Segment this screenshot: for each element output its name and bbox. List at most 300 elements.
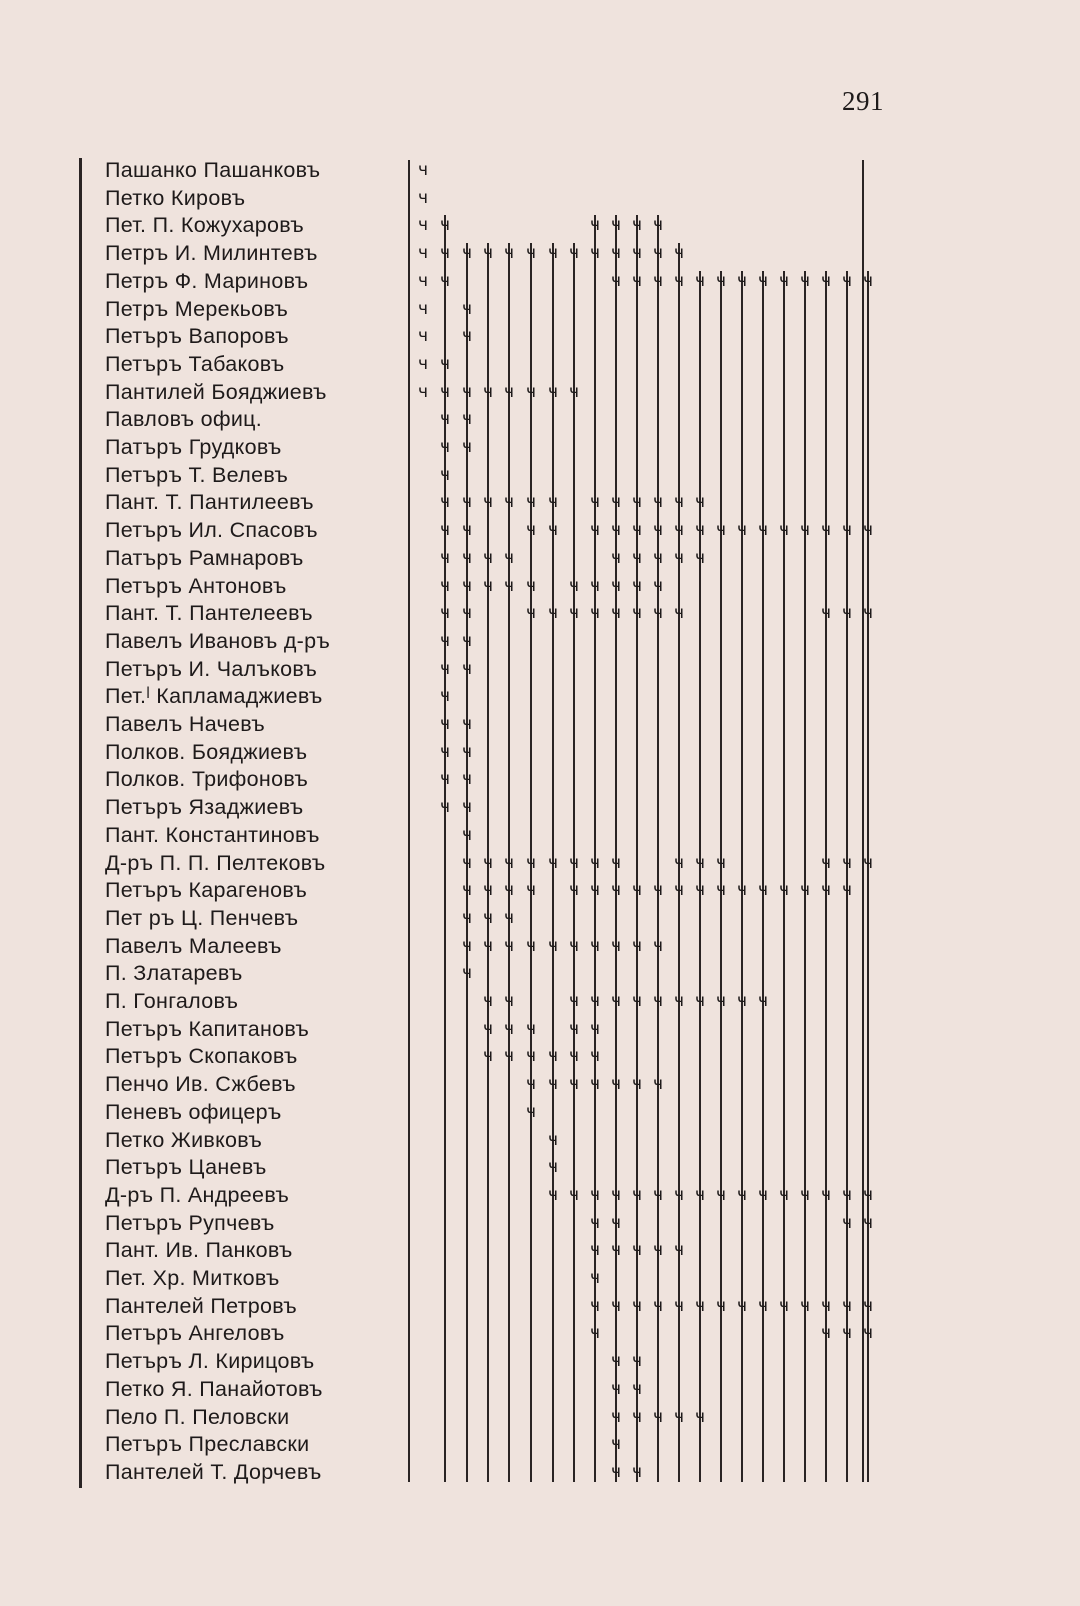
attendance-mark: ч [568,603,580,624]
attendance-mark: ч [757,1295,769,1316]
attendance-mark: ч [715,270,727,291]
attendance-mark: ч [799,1184,811,1205]
attendance-mark: ч [461,852,473,873]
attendance-mark: ч [841,603,853,624]
attendance-mark: ч [589,492,601,513]
attendance-mark: ч [417,160,429,180]
grid-right-rule [862,160,864,1482]
attendance-mark: ч [631,492,643,513]
attendance-mark: ч [589,1240,601,1261]
attendance-mark: ч [652,603,664,624]
attendance-mark: ч [610,852,622,873]
name-row: Петъръ Преславски [105,1432,310,1457]
attendance-mark: ч [820,1323,832,1344]
attendance-mark: ч [631,1184,643,1205]
attendance-mark: ч [862,852,874,873]
name-row: Полков. Трифоновъ [105,767,309,792]
attendance-mark: ч [439,547,451,568]
attendance-mark: ч [778,880,790,901]
attendance-mark: ч [589,215,601,236]
attendance-mark: ч [589,575,601,596]
attendance-mark: ч [778,1295,790,1316]
attendance-mark: ч [417,381,429,402]
attendance-mark: ч [525,1018,537,1039]
name-row: Петръ И. Милинтевъ [105,241,318,266]
attendance-mark: ч [482,935,494,956]
attendance-mark: ч [568,575,580,596]
attendance-mark: ч [652,575,664,596]
attendance-mark: ч [652,1295,664,1316]
attendance-mark: ч [461,243,473,264]
attendance-mark: ч [673,603,685,624]
attendance-mark: ч [610,547,622,568]
attendance-mark: ч [610,991,622,1011]
attendance-mark: ч [589,852,601,873]
attendance-mark: ч [525,520,537,541]
attendance-mark: ч [694,1295,706,1316]
grid-column-line [657,215,659,1481]
attendance-mark: ч [525,243,537,264]
attendance-mark: ч [525,1101,537,1122]
attendance-mark: ч [715,852,727,873]
attendance-mark: ч [547,1046,559,1067]
name-row: Пант. Константиновъ [105,822,320,847]
name-row: Пант. Т. Пантилеевъ [105,490,314,515]
attendance-mark: ч [547,1157,559,1178]
attendance-mark: ч [439,603,451,624]
attendance-mark: ч [631,243,643,264]
attendance-mark: ч [568,1184,580,1205]
attendance-mark: ч [652,492,664,513]
attendance-mark: ч [862,270,874,291]
attendance-mark: ч [652,243,664,264]
attendance-mark: ч [461,658,473,679]
attendance-mark: ч [589,243,601,264]
attendance-mark: ч [461,907,473,928]
attendance-mark: ч [631,547,643,568]
attendance-mark: ч [631,1351,643,1372]
attendance-mark: ч [652,1406,664,1427]
attendance-mark: ч [589,1018,601,1039]
attendance-mark: ч [503,907,515,928]
attendance-mark: ч [652,215,664,236]
attendance-mark: ч [482,1046,494,1067]
attendance-mark: ч [589,603,601,624]
attendance-mark: ч [503,243,515,264]
attendance-mark: ч [503,935,515,956]
name-row: Петъръ Вапоровъ [105,324,289,349]
name-row: Полков. Бояджиевъ [105,739,308,764]
attendance-mark: ч [439,686,451,707]
attendance-mark: ч [652,1240,664,1261]
attendance-mark: ч [799,520,811,541]
attendance-mark: ч [503,575,515,596]
attendance-mark: ч [841,880,853,901]
grid-column-line [408,160,410,1482]
attendance-mark: ч [862,520,874,541]
attendance-mark: ч [589,1212,601,1233]
attendance-mark: ч [461,935,473,956]
attendance-mark: ч [631,1295,643,1316]
attendance-mark: ч [757,880,769,901]
attendance-mark: ч [461,603,473,624]
attendance-mark: ч [862,1184,874,1205]
attendance-mark: ч [631,1240,643,1261]
name-row: Петъръ Табаковъ [105,351,285,376]
attendance-mark: ч [568,1074,580,1095]
name-row: Пет. Хр. Митковъ [105,1266,280,1290]
attendance-mark: ч [631,215,643,236]
name-row: Д-ръ П. П. Пелтековъ [105,850,326,875]
name-row: Пантелей Т. Дорчевъ [105,1459,322,1484]
name-row: Петъръ И. Чалъковъ [105,656,318,681]
attendance-mark: ч [503,547,515,568]
attendance-mark: ч [610,1378,622,1399]
name-row: Петъръ Скопаковъ [105,1044,298,1069]
attendance-mark: ч [461,575,473,596]
attendance-mark: ч [439,464,451,485]
attendance-mark: ч [525,935,537,956]
name-row: Петъръ Цаневъ [105,1155,267,1180]
attendance-mark: ч [694,1406,706,1427]
attendance-mark: ч [862,1323,874,1344]
attendance-mark: ч [482,575,494,596]
attendance-mark: ч [631,575,643,596]
attendance-mark: ч [841,1323,853,1344]
name-row: Патъръ Грудковъ [105,435,282,459]
attendance-mark: ч [778,270,790,291]
attendance-mark: ч [736,270,748,291]
name-row: Петъръ Капитановъ [105,1016,310,1041]
attendance-mark: ч [503,991,515,1011]
attendance-mark: ч [547,520,559,541]
attendance-mark: ч [610,1351,622,1372]
attendance-mark: ч [503,492,515,513]
attendance-mark: ч [841,1212,853,1233]
attendance-mark: ч [439,492,451,513]
name-row: Петъръ Ил. Спасовъ [105,518,318,543]
attendance-mark: ч [820,852,832,873]
attendance-mark: ч [820,1184,832,1205]
attendance-mark: ч [589,520,601,541]
attendance-mark: ч [715,1184,727,1205]
attendance-mark: ч [589,1074,601,1095]
attendance-mark: ч [631,1378,643,1399]
attendance-mark: ч [736,1184,748,1205]
attendance-mark: ч [673,880,685,901]
attendance-mark: ч [631,1406,643,1427]
attendance-mark: ч [694,270,706,291]
attendance-mark: ч [439,741,451,762]
name-row: Пет. П. Кожухаровъ [105,213,305,238]
attendance-mark: ч [694,520,706,541]
attendance-mark: ч [461,381,473,402]
name-row: Павелъ Малеевъ [105,933,282,958]
attendance-mark: ч [820,880,832,901]
attendance-mark: ч [525,880,537,901]
attendance-mark: ч [547,1129,559,1150]
name-row: Пенчо Ив. Сжбевъ [105,1072,296,1097]
name-row: Пант. Ив. Панковъ [105,1238,293,1263]
grid-column-line [636,215,638,1481]
name-row: П. Гонгаловъ [105,989,239,1013]
attendance-mark: ч [589,880,601,901]
attendance-mark: ч [568,243,580,264]
attendance-mark: ч [631,270,643,291]
name-row: Пет ръ Ц. Пенчевъ [105,905,299,930]
attendance-mark: ч [461,492,473,513]
attendance-mark: ч [589,935,601,956]
attendance-mark: ч [568,1018,580,1039]
attendance-mark: ч [610,880,622,901]
attendance-mark: ч [673,852,685,873]
attendance-mark: ч [547,381,559,402]
grid-column-line [615,215,617,1481]
name-row: Патъръ Рамнаровъ [105,545,304,570]
attendance-mark: ч [461,963,473,984]
attendance-mark: ч [482,381,494,402]
attendance-mark: ч [461,880,473,901]
attendance-mark: ч [461,520,473,541]
attendance-mark: ч [503,1046,515,1067]
attendance-mark: ч [631,1461,643,1482]
attendance-mark: ч [589,1184,601,1205]
name-row: Павелъ Начевъ [105,712,266,736]
name-row: Пеневъ офицеръ [105,1099,282,1124]
attendance-mark: ч [610,1461,622,1482]
attendance-mark: ч [525,603,537,624]
attendance-mark: ч [820,520,832,541]
grid-column-line [444,215,446,1481]
attendance-mark: ч [820,1295,832,1316]
attendance-mark: ч [736,880,748,901]
attendance-mark: ч [525,492,537,513]
attendance-mark: ч [841,1295,853,1316]
name-row: Павловъ офиц. [105,407,263,432]
attendance-mark: ч [610,1434,622,1455]
attendance-mark: ч [547,935,559,956]
attendance-mark: ч [736,520,748,541]
attendance-mark: ч [525,1074,537,1095]
name-row: П. Златаревъ [105,961,243,986]
attendance-mark: ч [862,603,874,624]
attendance-mark: ч [673,547,685,568]
attendance-mark: ч [461,298,473,319]
attendance-mark: ч [589,991,601,1011]
name-row: Петко Живковъ [105,1127,263,1152]
attendance-mark: ч [568,880,580,901]
attendance-mark: ч [461,326,473,347]
attendance-mark: ч [482,907,494,928]
name-row: Пантилей Бояджиевъ [105,379,327,404]
attendance-mark: ч [631,520,643,541]
attendance-mark: ч [652,270,664,291]
attendance-mark: ч [417,243,429,264]
name-row: Петъръ Карагеновъ [105,878,308,903]
attendance-mark: ч [439,437,451,457]
name-row: Петъръ Рупчевъ [105,1210,275,1235]
attendance-mark: ч [461,824,473,845]
attendance-mark: ч [736,991,748,1011]
attendance-mark: ч [547,1184,559,1205]
attendance-mark: ч [673,1406,685,1427]
attendance-mark: ч [439,575,451,596]
attendance-mark: ч [589,1295,601,1316]
attendance-mark: ч [439,270,451,291]
attendance-mark: ч [610,215,622,236]
attendance-mark: ч [439,353,451,374]
attendance-mark: ч [673,520,685,541]
attendance-mark: ч [417,187,429,208]
attendance-mark: ч [439,409,451,430]
attendance-mark: ч [482,547,494,568]
attendance-mark: ч [799,880,811,901]
name-row: Пело П. Пеловски [105,1404,290,1429]
attendance-mark: ч [482,243,494,264]
left-margin-rule [79,158,82,1488]
attendance-mark: ч [610,1212,622,1233]
attendance-mark: ч [461,630,473,651]
attendance-mark: ч [694,991,706,1011]
name-row: Петко Я. Панайотовъ [105,1376,323,1401]
attendance-mark: ч [652,880,664,901]
attendance-mark: ч [482,880,494,901]
attendance-mark: ч [525,1046,537,1067]
attendance-mark: ч [589,1323,601,1344]
attendance-mark: ч [610,1295,622,1316]
attendance-mark: ч [547,852,559,873]
attendance-mark: ч [417,270,429,291]
attendance-mark: ч [673,1240,685,1261]
attendance-mark: ч [757,270,769,291]
attendance-mark: ч [778,520,790,541]
attendance-mark: ч [715,520,727,541]
attendance-mark: ч [652,935,664,956]
name-row: Д-ръ П. Андреевъ [105,1182,290,1207]
attendance-mark: ч [862,1212,874,1233]
attendance-mark: ч [503,880,515,901]
attendance-mark: ч [568,381,580,402]
attendance-mark: ч [610,603,622,624]
attendance-mark: ч [715,991,727,1011]
attendance-mark: ч [417,353,429,374]
attendance-mark: ч [610,1184,622,1205]
attendance-mark: ч [610,520,622,541]
attendance-mark: ч [589,1046,601,1067]
attendance-mark: ч [757,520,769,541]
attendance-mark: ч [547,1074,559,1095]
name-row: Петъръ Т. Велевъ [105,462,289,487]
attendance-mark: ч [547,603,559,624]
attendance-mark: ч [778,1184,790,1205]
name-row: Пет.ˡ Капламаджиевъ [105,684,323,709]
name-row: Павелъ Ивановъ д-ръ [105,628,331,653]
attendance-mark: ч [439,797,451,818]
attendance-mark: ч [799,270,811,291]
attendance-mark: ч [568,935,580,956]
attendance-mark: ч [715,880,727,901]
attendance-mark: ч [525,575,537,596]
attendance-mark: ч [482,991,494,1011]
attendance-mark: ч [482,852,494,873]
attendance-mark: ч [631,1074,643,1095]
attendance-mark: ч [503,381,515,402]
attendance-mark: ч [461,797,473,818]
name-row: Пантелей Петровъ [105,1293,298,1318]
attendance-mark: ч [862,1295,874,1316]
attendance-mark: ч [610,1074,622,1095]
attendance-mark: ч [652,547,664,568]
attendance-mark: ч [417,215,429,236]
attendance-mark: ч [799,1295,811,1316]
attendance-mark: ч [439,769,451,790]
name-row: Петъръ Л. Кирицовъ [105,1349,315,1374]
attendance-mark: ч [461,547,473,568]
attendance-mark: ч [610,1240,622,1261]
attendance-mark: ч [610,492,622,513]
attendance-mark: ч [503,852,515,873]
attendance-mark: ч [736,1295,748,1316]
attendance-mark: ч [547,492,559,513]
attendance-mark: ч [631,880,643,901]
attendance-mark: ч [757,1184,769,1205]
name-row: Петръ Ф. Мариновъ [105,268,309,293]
attendance-mark: ч [439,658,451,679]
attendance-mark: ч [525,852,537,873]
name-row: Петръ Мерекьовъ [105,296,289,321]
attendance-mark: ч [439,714,451,734]
attendance-mark: ч [652,1184,664,1205]
attendance-mark: ч [461,409,473,430]
attendance-mark: ч [589,1268,601,1288]
attendance-mark: ч [841,852,853,873]
attendance-mark: ч [673,1295,685,1316]
attendance-mark: ч [841,520,853,541]
attendance-mark: ч [631,991,643,1011]
attendance-mark: ч [694,492,706,513]
attendance-mark: ч [757,991,769,1011]
attendance-mark: ч [417,326,429,347]
attendance-mark: ч [694,547,706,568]
attendance-mark: ч [439,381,451,402]
attendance-mark: ч [694,1184,706,1205]
attendance-mark: ч [503,1018,515,1039]
attendance-mark: ч [652,991,664,1011]
attendance-mark: ч [652,520,664,541]
name-row: Петъръ Язаджиевъ [105,795,304,820]
attendance-mark: ч [820,603,832,624]
attendance-mark: ч [631,935,643,956]
attendance-mark: ч [673,1184,685,1205]
attendance-mark: ч [482,492,494,513]
attendance-mark: ч [461,437,473,457]
grid-column-line [594,215,596,1481]
attendance-mark: ч [820,270,832,291]
attendance-mark: ч [525,381,537,402]
attendance-mark: ч [417,298,429,319]
attendance-mark: ч [610,270,622,291]
attendance-mark: ч [673,991,685,1011]
attendance-mark: ч [694,852,706,873]
attendance-mark: ч [673,492,685,513]
attendance-mark: ч [610,1406,622,1427]
attendance-mark: ч [439,215,451,236]
attendance-mark: ч [610,575,622,596]
attendance-mark: ч [461,741,473,762]
attendance-mark: ч [439,243,451,264]
attendance-mark: ч [610,935,622,956]
attendance-mark: ч [673,243,685,264]
